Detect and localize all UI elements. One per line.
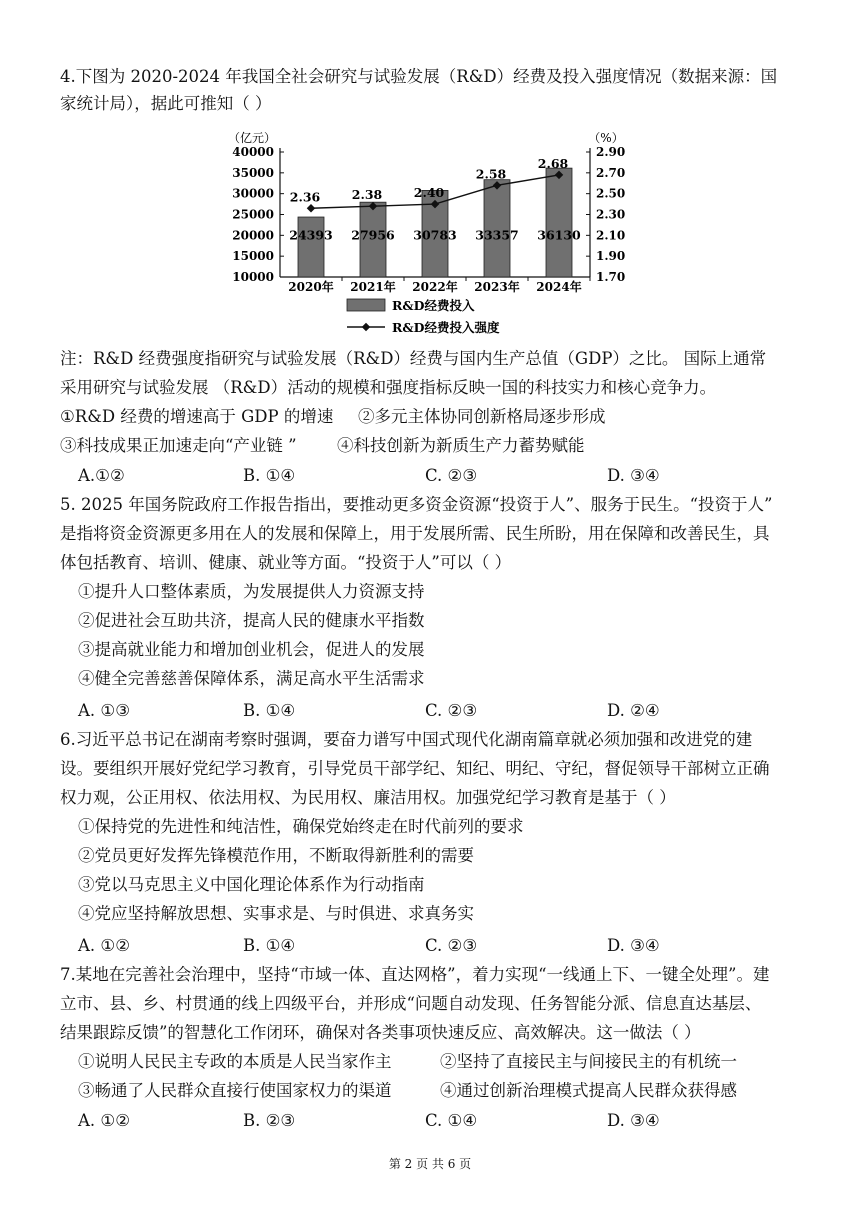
q7-stem-line1: 7.某地在完善社会治理中，坚持“市域一体、直达网格”，着力实现“一线通上下、一键全处理”。建 bbox=[60, 965, 770, 984]
x-tick-label: 2024年 bbox=[536, 280, 582, 294]
chart-legend bbox=[347, 298, 500, 335]
q5-option-b[interactable]: B. ①④ bbox=[243, 701, 296, 720]
q5-stem-line3: 体包括教育、培训、健康、就业等方面。“投资于人”可以（ ） bbox=[60, 553, 512, 572]
left-tick-label: 25000 bbox=[232, 207, 274, 222]
q4-statement-4: ④科技创新为新质生产力蓄势赋能 bbox=[337, 436, 585, 455]
q7-statement-3: ③畅通了人民群众直接行使国家权力的渠道 bbox=[78, 1081, 392, 1100]
intensity-point bbox=[307, 204, 315, 212]
x-tick-label: 2023年 bbox=[474, 280, 520, 294]
q6-option-a[interactable]: A. ①② bbox=[78, 936, 130, 955]
right-tick-label: 2.90 bbox=[596, 145, 626, 159]
left-tick-label: 15000 bbox=[232, 249, 274, 264]
q7-option-d[interactable]: D. ③④ bbox=[607, 1111, 660, 1130]
q7-option-c[interactable]: C. ①④ bbox=[425, 1111, 478, 1130]
q5-option-c[interactable]: C. ②③ bbox=[425, 701, 478, 720]
q5-statement-3: ③提高就业能力和增加创业机会，促进人的发展 bbox=[78, 640, 425, 659]
q4-stem-line1: 4.下图为 2020-2024 年我国全社会研究与试验发展（R&D）经费及投入强度情况（数据来源：国 bbox=[60, 67, 778, 86]
q5-statement-2: ②促进社会互助共济，提高人民的健康水平指数 bbox=[78, 611, 425, 630]
q6-option-b[interactable]: B. ①④ bbox=[243, 936, 296, 955]
bar bbox=[298, 217, 324, 277]
q4-option-a[interactable]: A.①② bbox=[78, 466, 125, 485]
q7-stem-line2: 立市、县、乡、村贯通的线上四级平台，并形成“问题自动发现、任务智能分派、信息直达基层、 bbox=[60, 994, 762, 1013]
q7-option-b[interactable]: B. ②③ bbox=[243, 1111, 296, 1130]
bar-value-label: 24393 bbox=[289, 227, 333, 243]
intensity-value-label: 2.68 bbox=[537, 155, 569, 171]
x-tick-label: 2020年 bbox=[288, 280, 334, 294]
intensity-value-label: 2.38 bbox=[351, 187, 383, 203]
q4-option-b[interactable]: B. ①④ bbox=[243, 466, 296, 485]
q6-stem-line2: 设。要组织开展好党纪学习教育，引导党员干部学纪、知纪、明纪、守纪，督促领导干部树立正确 bbox=[60, 759, 770, 778]
bar-value-label: 27956 bbox=[351, 227, 395, 243]
bar bbox=[546, 168, 572, 277]
right-tick-label: 2.70 bbox=[596, 165, 626, 180]
q6-statement-3: ③党以马克思主义中国化理论体系作为行动指南 bbox=[78, 875, 425, 894]
legend-line-marker bbox=[362, 323, 370, 331]
intensity-value-label: 2.36 bbox=[289, 189, 321, 205]
x-tick-label: 2022年 bbox=[412, 280, 458, 294]
q7-statement-4: ④通过创新治理模式提高人民群众获得感 bbox=[440, 1081, 737, 1100]
q4-statement-1: ①R&D 经费的增速高于 GDP 的增速 bbox=[60, 407, 334, 426]
q7-statement-2: ②坚持了直接民主与间接民主的有机统一 bbox=[440, 1052, 737, 1071]
bar-value-label: 30783 bbox=[413, 227, 457, 243]
right-tick-label: 2.10 bbox=[596, 228, 626, 243]
x-tick-label: 2021年 bbox=[350, 280, 396, 294]
q6-statement-2: ②党员更好发挥先锋模范作用，不断取得新胜利的需要 bbox=[78, 846, 474, 865]
q4-stem-line2: 家统计局），据此可推知（ ） bbox=[60, 94, 272, 113]
left-tick-label: 40000 bbox=[232, 145, 274, 159]
right-tick-label: 1.70 bbox=[596, 270, 626, 284]
intensity-value-label: 2.40 bbox=[413, 185, 445, 201]
q6-statement-4: ④党应坚持解放思想、实事求是、与时俱进、求真务实 bbox=[78, 904, 474, 923]
q5-stem-line1: 5. 2025 年国务院政府工作报告指出，要推动更多资金资源“投资于人”、服务于民生。“投资于人” bbox=[60, 495, 773, 514]
q4-statement-3: ③科技成果正加速走向“产业链 ” bbox=[60, 436, 297, 455]
left-tick-label: 35000 bbox=[232, 165, 274, 180]
right-tick-label: 2.30 bbox=[596, 207, 626, 222]
q4-statement-2: ②多元主体协同创新格局逐步形成 bbox=[358, 407, 606, 426]
q7-stem-line3: 结果跟踪反馈”的智慧化工作闭环，确保对各类事项快速反应、高效解决。这一做法（ ） bbox=[60, 1023, 701, 1042]
intensity-value-label: 2.58 bbox=[475, 166, 507, 182]
q5-statement-1: ①提升人口整体素质，为发展提供人力资源支持 bbox=[78, 582, 425, 601]
left-unit-label: （亿元） bbox=[227, 131, 277, 145]
q4-option-c[interactable]: C. ②③ bbox=[425, 466, 478, 485]
legend-bar-swatch bbox=[347, 299, 385, 311]
rd-chart bbox=[210, 122, 640, 342]
right-tick-label: 2.50 bbox=[596, 186, 626, 201]
q4-note-line1: 注：R&D 经费强度指研究与试验发展（R&D）经费与国内生产总值（GDP）之比。 国际上通常 bbox=[60, 349, 767, 368]
bar-value-label: 33357 bbox=[475, 227, 519, 243]
q4-note-line2: 采用研究与试验发展 （R&D）活动的规模和强度指标反映一国的科技实力和核心竞争力。 bbox=[60, 378, 717, 397]
q5-option-d[interactable]: D. ②④ bbox=[607, 701, 660, 720]
left-tick-label: 20000 bbox=[232, 228, 274, 243]
q7-option-a[interactable]: A. ①② bbox=[78, 1111, 130, 1130]
q7-statement-1: ①说明人民民主专政的本质是人民当家作主 bbox=[78, 1052, 392, 1071]
chart-labels bbox=[289, 156, 581, 243]
q6-statement-1: ①保持党的先进性和纯洁性，确保党始终走在时代前列的要求 bbox=[78, 817, 524, 836]
q5-option-a[interactable]: A. ①③ bbox=[78, 701, 130, 720]
right-tick-label: 1.90 bbox=[596, 249, 626, 264]
q6-stem-line3: 权力观，公正用权、依法用权、为民用权、廉洁用权。加强党纪学习教育是基于（ ） bbox=[60, 788, 676, 807]
q6-option-c[interactable]: C. ②③ bbox=[425, 936, 478, 955]
q6-option-d[interactable]: D. ③④ bbox=[607, 936, 660, 955]
left-tick-label: 10000 bbox=[232, 270, 274, 284]
page-footer: 第 2 页 共 6 页 bbox=[388, 1157, 472, 1171]
bar-value-label: 36130 bbox=[537, 227, 581, 243]
left-tick-label: 30000 bbox=[232, 186, 274, 201]
right-unit-label: （%） bbox=[588, 131, 624, 145]
legend-bar-label: R&D经费投入 bbox=[392, 298, 475, 313]
legend-line-label: R&D经费投入强度 bbox=[392, 320, 500, 335]
q4-option-d[interactable]: D. ③④ bbox=[607, 466, 660, 485]
q6-stem-line1: 6.习近平总书记在湖南考察时强调，要奋力谱写中国式现代化湖南篇章就必须加强和改进党的建 bbox=[60, 730, 753, 749]
q5-statement-4: ④健全完善慈善保障体系，满足高水平生活需求 bbox=[78, 669, 425, 688]
q5-stem-line2: 是指将资金资源更多用在人的发展和保障上，用于发展所需、民生所盼，用在保障和改善民生，具 bbox=[60, 524, 770, 543]
